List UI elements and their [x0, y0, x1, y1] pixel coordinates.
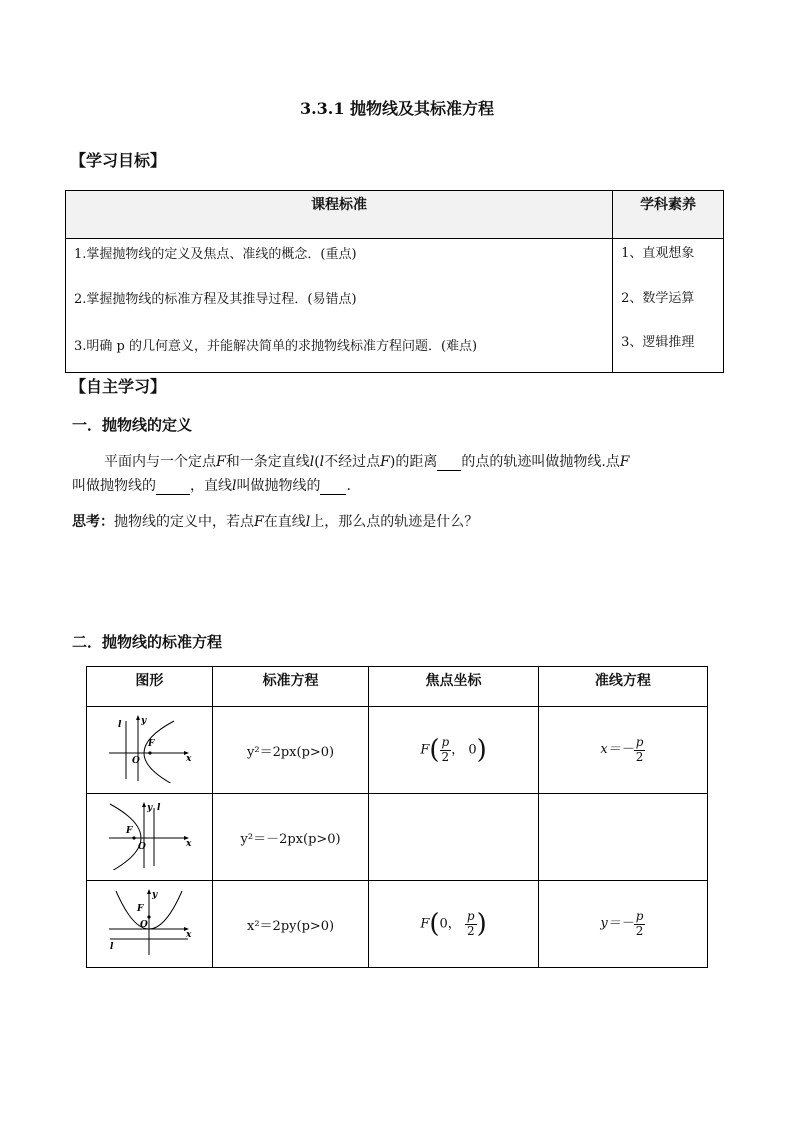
literacy-item: 2、数学运算: [621, 291, 695, 306]
frac-num: p: [441, 735, 450, 750]
table-row: [87, 707, 708, 794]
literacy-cell: [613, 239, 723, 372]
directrix-cell-empty[interactable]: [538, 794, 707, 881]
equation-cell: y²＝－2px(p>0): [212, 794, 369, 881]
focus-cell: F(0， $\frac{p}{2}$ ): [369, 881, 538, 968]
def-text: 的点的轨迹叫做抛物线.点: [461, 454, 620, 470]
fig-label-y: y: [141, 716, 147, 726]
def-text: 和一条定直线: [225, 454, 310, 470]
fig-label-x: x: [186, 930, 192, 940]
frac-num: p: [635, 735, 644, 750]
fig-label-l: l: [110, 942, 114, 952]
frac-num: p: [635, 909, 644, 924]
part1-heading: 一．抛物线的定义: [72, 416, 193, 434]
def-text: 不经过点: [324, 454, 381, 470]
frac-den: 2: [635, 923, 644, 938]
fig-label-F: F: [137, 904, 144, 914]
fig-label-l: l: [118, 720, 122, 730]
part2-heading: 二．抛物线的标准方程: [72, 633, 223, 651]
goal-item: 2.掌握抛物线的标准方程及其推导过程．(易错点): [74, 292, 357, 307]
fig-label-O: O: [140, 920, 149, 930]
focus-zero: 0: [468, 742, 477, 758]
frac-den: 2: [441, 749, 450, 764]
fig-label-x: x: [186, 754, 192, 764]
page-title: 3.3.1 抛物线及其标准方程: [299, 99, 495, 118]
directrix-eq: x＝－: [600, 742, 634, 758]
focus-cell: F( $\frac{p}{2}$ ， 0): [369, 707, 538, 794]
fig-label-F: F: [148, 739, 155, 749]
focus-F: F: [420, 916, 430, 932]
header-equation: 标准方程: [212, 667, 369, 707]
definition-line1: 平面内与一个定点F和一条定直线l(l不经过点F)的距离 的点的轨迹叫做抛物线.点F: [104, 454, 630, 470]
parabola-up-figure: [104, 887, 194, 957]
header-figure: 图形: [87, 667, 213, 707]
literacy-item: 3、逻辑推理: [621, 335, 695, 350]
table-row: [87, 794, 708, 881]
goals-col-header: 课程标准: [66, 191, 613, 239]
directrix-cell: [538, 707, 707, 794]
equation-cell: y²＝2px(p>0): [212, 707, 369, 794]
fraction-p-over-2: [440, 736, 452, 763]
think-text: 在直线: [263, 514, 306, 530]
think-question: [72, 511, 478, 531]
header-focus: 焦点坐标: [369, 667, 538, 707]
blank-1[interactable]: [437, 454, 461, 471]
def-text: 叫做抛物线的: [236, 478, 321, 494]
frac-den: 2: [635, 749, 644, 764]
def-text: )的距离: [389, 454, 438, 470]
fig-label-O: O: [138, 842, 147, 852]
def-text: .: [346, 478, 351, 494]
fraction-p-over-2: [634, 910, 646, 937]
var-F: F: [254, 514, 264, 530]
def-text: 叫做抛物线的: [72, 478, 156, 494]
var-F: F: [380, 454, 390, 470]
parabola-left-figure: [104, 800, 194, 870]
frac-den: 2: [466, 923, 475, 938]
focus-F: F: [420, 742, 430, 758]
def-text: 平面内与一个定点: [104, 454, 216, 470]
section-self-heading: 【自主学习】: [70, 377, 167, 396]
fig-label-F: F: [126, 826, 133, 836]
focus-zero: 0: [439, 916, 448, 932]
fig-label-O: O: [132, 756, 141, 766]
frac-num: p: [466, 909, 475, 924]
blank-3[interactable]: [320, 478, 346, 495]
def-text: ，直线: [190, 478, 232, 494]
parabola-right-figure: [104, 713, 194, 783]
think-label: 思考：: [72, 514, 114, 530]
fraction-p-over-2: [634, 736, 646, 763]
fig-label-l: l: [157, 803, 161, 813]
section-goals-heading: 【学习目标】: [70, 151, 167, 170]
blank-2[interactable]: [156, 478, 190, 495]
directrix-cell: [538, 881, 707, 968]
goal-item: 3.明确 p 的几何意义，并能解决简单的求抛物线标准方程问题．(难点): [74, 339, 478, 354]
header-directrix: 准线方程: [538, 667, 707, 707]
var-F: F: [619, 454, 630, 470]
var-l: l: [305, 514, 311, 530]
table-row: [87, 881, 708, 968]
goal-item: 1.掌握抛物线的定义及焦点、准线的概念．(重点): [74, 247, 357, 262]
fig-label-y: y: [152, 890, 158, 900]
var-l: l: [319, 454, 325, 470]
var-l: l: [232, 478, 237, 494]
goals-cell: [66, 239, 612, 372]
var-F: F: [216, 454, 226, 470]
goals-table: [65, 190, 724, 373]
literacy-item: 1、直观想象: [621, 246, 695, 261]
literacy-col-header: 学科素养: [613, 191, 724, 239]
standard-equation-table: [86, 666, 708, 968]
equation-cell: x²＝2py(p>0): [212, 881, 369, 968]
fraction-p-over-2: [465, 910, 477, 937]
directrix-eq: y＝－: [600, 916, 634, 932]
focus-cell-empty[interactable]: [369, 794, 538, 881]
think-text: 抛物线的定义中，若点: [114, 514, 254, 530]
var-l: l: [309, 454, 315, 470]
definition-line2: [72, 475, 752, 495]
fig-label-x: x: [186, 839, 192, 849]
think-text: 上，那么点的轨迹是什么？: [310, 514, 479, 530]
fig-label-y: y: [147, 803, 153, 813]
